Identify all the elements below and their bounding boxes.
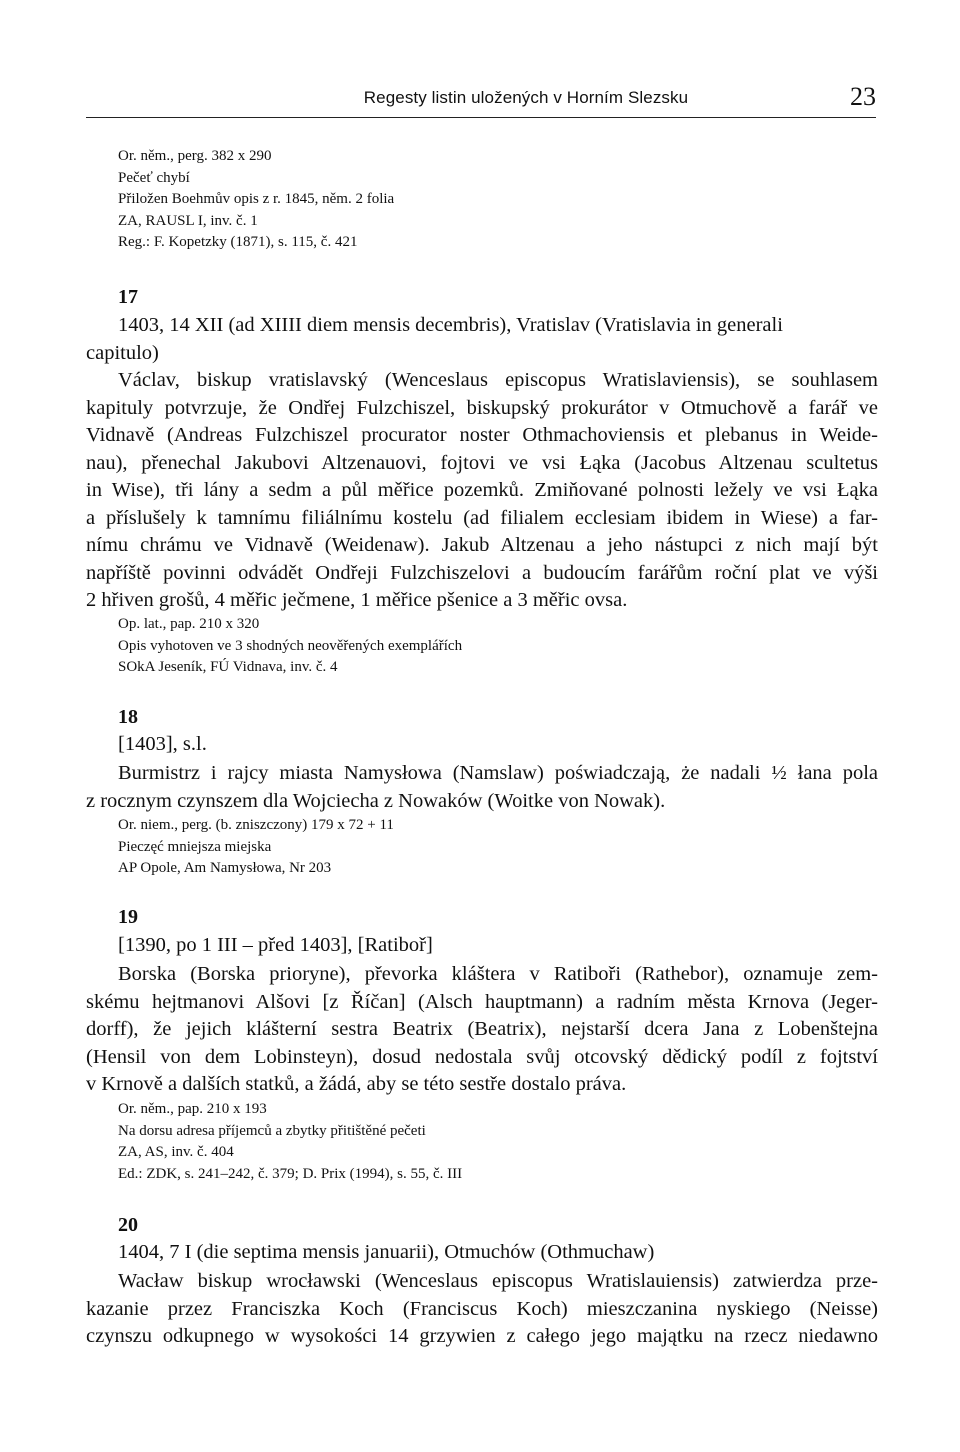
header-rule: [86, 117, 876, 118]
archival-note: Or. něm., pap. 210 x 193: [118, 1101, 267, 1117]
entry-16-archival-notes: [118, 146, 394, 254]
archival-note: Ed.: ZDK, s. 241–242, č. 379; D. Prix (1994), s. 55, č. III: [118, 1165, 463, 1182]
date-line: 1403, 14 XII (ad XIIII diem mensis decembris), Vratislav (Vratislavia in generali: [118, 314, 783, 336]
body-line: v Krnově a dalších statků, a žádá, aby se této sestře dostalo práva.: [86, 1073, 627, 1095]
entry-18-regest: [86, 760, 878, 815]
archival-note: Pečeť chybí: [118, 169, 190, 186]
body-line: kapituly potvrzuje, že Ondřej Fulzchiszel, biskupský prokurátor v Otmuchově a farář ve: [86, 396, 878, 419]
archival-note: Or. něm., perg. 382 x 290: [118, 148, 272, 164]
body-line: nímu chrámu ve Vidnavě (Weidenaw). Jakub Altzenau a jeho nástupci z nich mají být: [86, 534, 878, 556]
body-line: napříště povinni odvádět Ondřeji Fulzchiszelovi a budoucím farářům roční plat ve výši: [86, 561, 878, 584]
archival-note: ZA, RAUSL I, inv. č. 1: [118, 212, 258, 229]
body-line: Burmistrz i rajcy miasta Namysłowa (Namslaw) poświadczają, że nadali ½ łana pola: [118, 762, 878, 784]
running-title: Regesty listin uložených v Horním Slezsku: [363, 88, 689, 107]
body-line: skému hejtmanovi Alšovi [z Říčan] (Alsch hauptmann) a radním města Krnova (Jeger-: [86, 990, 878, 1013]
body-line: (Hensil von dem Lobinsteyn), dosud nedostala svůj otcovský dědický podíl z fojtství: [86, 1045, 878, 1068]
body-line: in Wise), tři lány a sedm a půl měřice pozemků. Zmiňované polnosti ležely ve vsi Łąka: [86, 479, 878, 501]
entry-17-regest: [86, 367, 878, 615]
archival-note: Op. lat., pap. 210 x 320: [118, 616, 260, 632]
entry-17-number: 17: [118, 286, 138, 308]
body-line: Vidnavě (Andreas Fulzchiszel procurator noster Othmachoviensis et plebanus in Weide-: [86, 424, 878, 446]
archival-note: Na dorsu adresa příjemců a zbytky přitištěné pečeti: [118, 1122, 426, 1139]
entry-17-date-place: [86, 312, 878, 367]
body-line: kazanie przez Franciszka Koch (Franciscus Koch) mieszczanina nyskiego (Neisse): [86, 1297, 878, 1320]
body-line: 2 hřiven grošů, 4 měřic ječmene, 1 měřice pšenice a 3 měřic ovsa.: [86, 589, 628, 611]
entry-19-archival-notes: [118, 1099, 462, 1185]
page-number: 23: [850, 82, 876, 111]
entry-19-regest: [86, 961, 878, 1099]
archival-note: Reg.: F. Kopetzky (1871), s. 115, č. 421: [118, 234, 358, 250]
date-line: capitulo): [86, 341, 159, 364]
archival-note: ZA, AS, inv. č. 404: [118, 1144, 234, 1160]
body-line: Václav, biskup vratislavský (Wenceslaus episcopus Wratislaviensis), se souhlasem: [118, 369, 878, 391]
body-line: nau), přenechal Jakubovi Altzenauovi, fojtovi ve vsi Łąka (Jacobus Altzenau scultetus: [86, 451, 878, 474]
archival-note: Or. niem., perg. (b. zniszczony) 179 x 72 + 11: [118, 817, 394, 833]
entry-18-date-place: [1403], s.l.: [118, 733, 207, 755]
entry-17-archival-notes: [118, 614, 462, 679]
archival-note: SOkA Jeseník, FÚ Vidnava, inv. č. 4: [118, 659, 338, 675]
entry-20-date-place: 1404, 7 I (die septima mensis januarii), Otmuchów (Othmuchaw): [118, 1241, 655, 1263]
entry-19-date-place: [1390, po 1 III – před 1403], [Ratiboř]: [118, 934, 433, 956]
archival-note: Pieczęć mniejsza miejska: [118, 838, 272, 855]
body-line: z rocznym czynszem dla Wojciecha z Nowaków (Woitke von Nowak).: [86, 789, 666, 812]
entry-18-number: 18: [118, 706, 138, 728]
archival-note: Opis vyhotoven ve 3 shodných neověřených exemplářích: [118, 637, 463, 654]
entry-19-number: 19: [118, 906, 138, 928]
entry-20-number: 20: [118, 1214, 138, 1236]
running-head: [86, 84, 876, 116]
body-line: dorff), že jejich klášterní sestra Beatrix (Beatrix), nejstarší dcera Jana z Lobenštejna: [86, 1018, 878, 1040]
body-line: czynszu odkupnego w wysokości 14 grzywien z całego jego majątku na rzecz niedawno: [86, 1325, 878, 1347]
archival-note: AP Opole, Am Namysłowa, Nr 203: [118, 860, 332, 876]
body-line: Borska (Borska prioryne), převorka kláštera v Ratiboři (Rathebor), oznamuje zem-: [118, 963, 878, 985]
body-line: Wacław biskup wrocławski (Wenceslaus episcopus Wratislauiensis) zatwierdza prze-: [118, 1270, 878, 1292]
archival-note: Přiložen Boehmův opis z r. 1845, něm. 2 folia: [118, 191, 395, 207]
entry-18-archival-notes: [118, 815, 394, 880]
entry-20-regest: [86, 1268, 878, 1351]
body-line: a příslušely k tamnímu filiálnímu kostelu (ad filialem ecclesiam ibidem in Wiese) a far-: [86, 506, 878, 529]
